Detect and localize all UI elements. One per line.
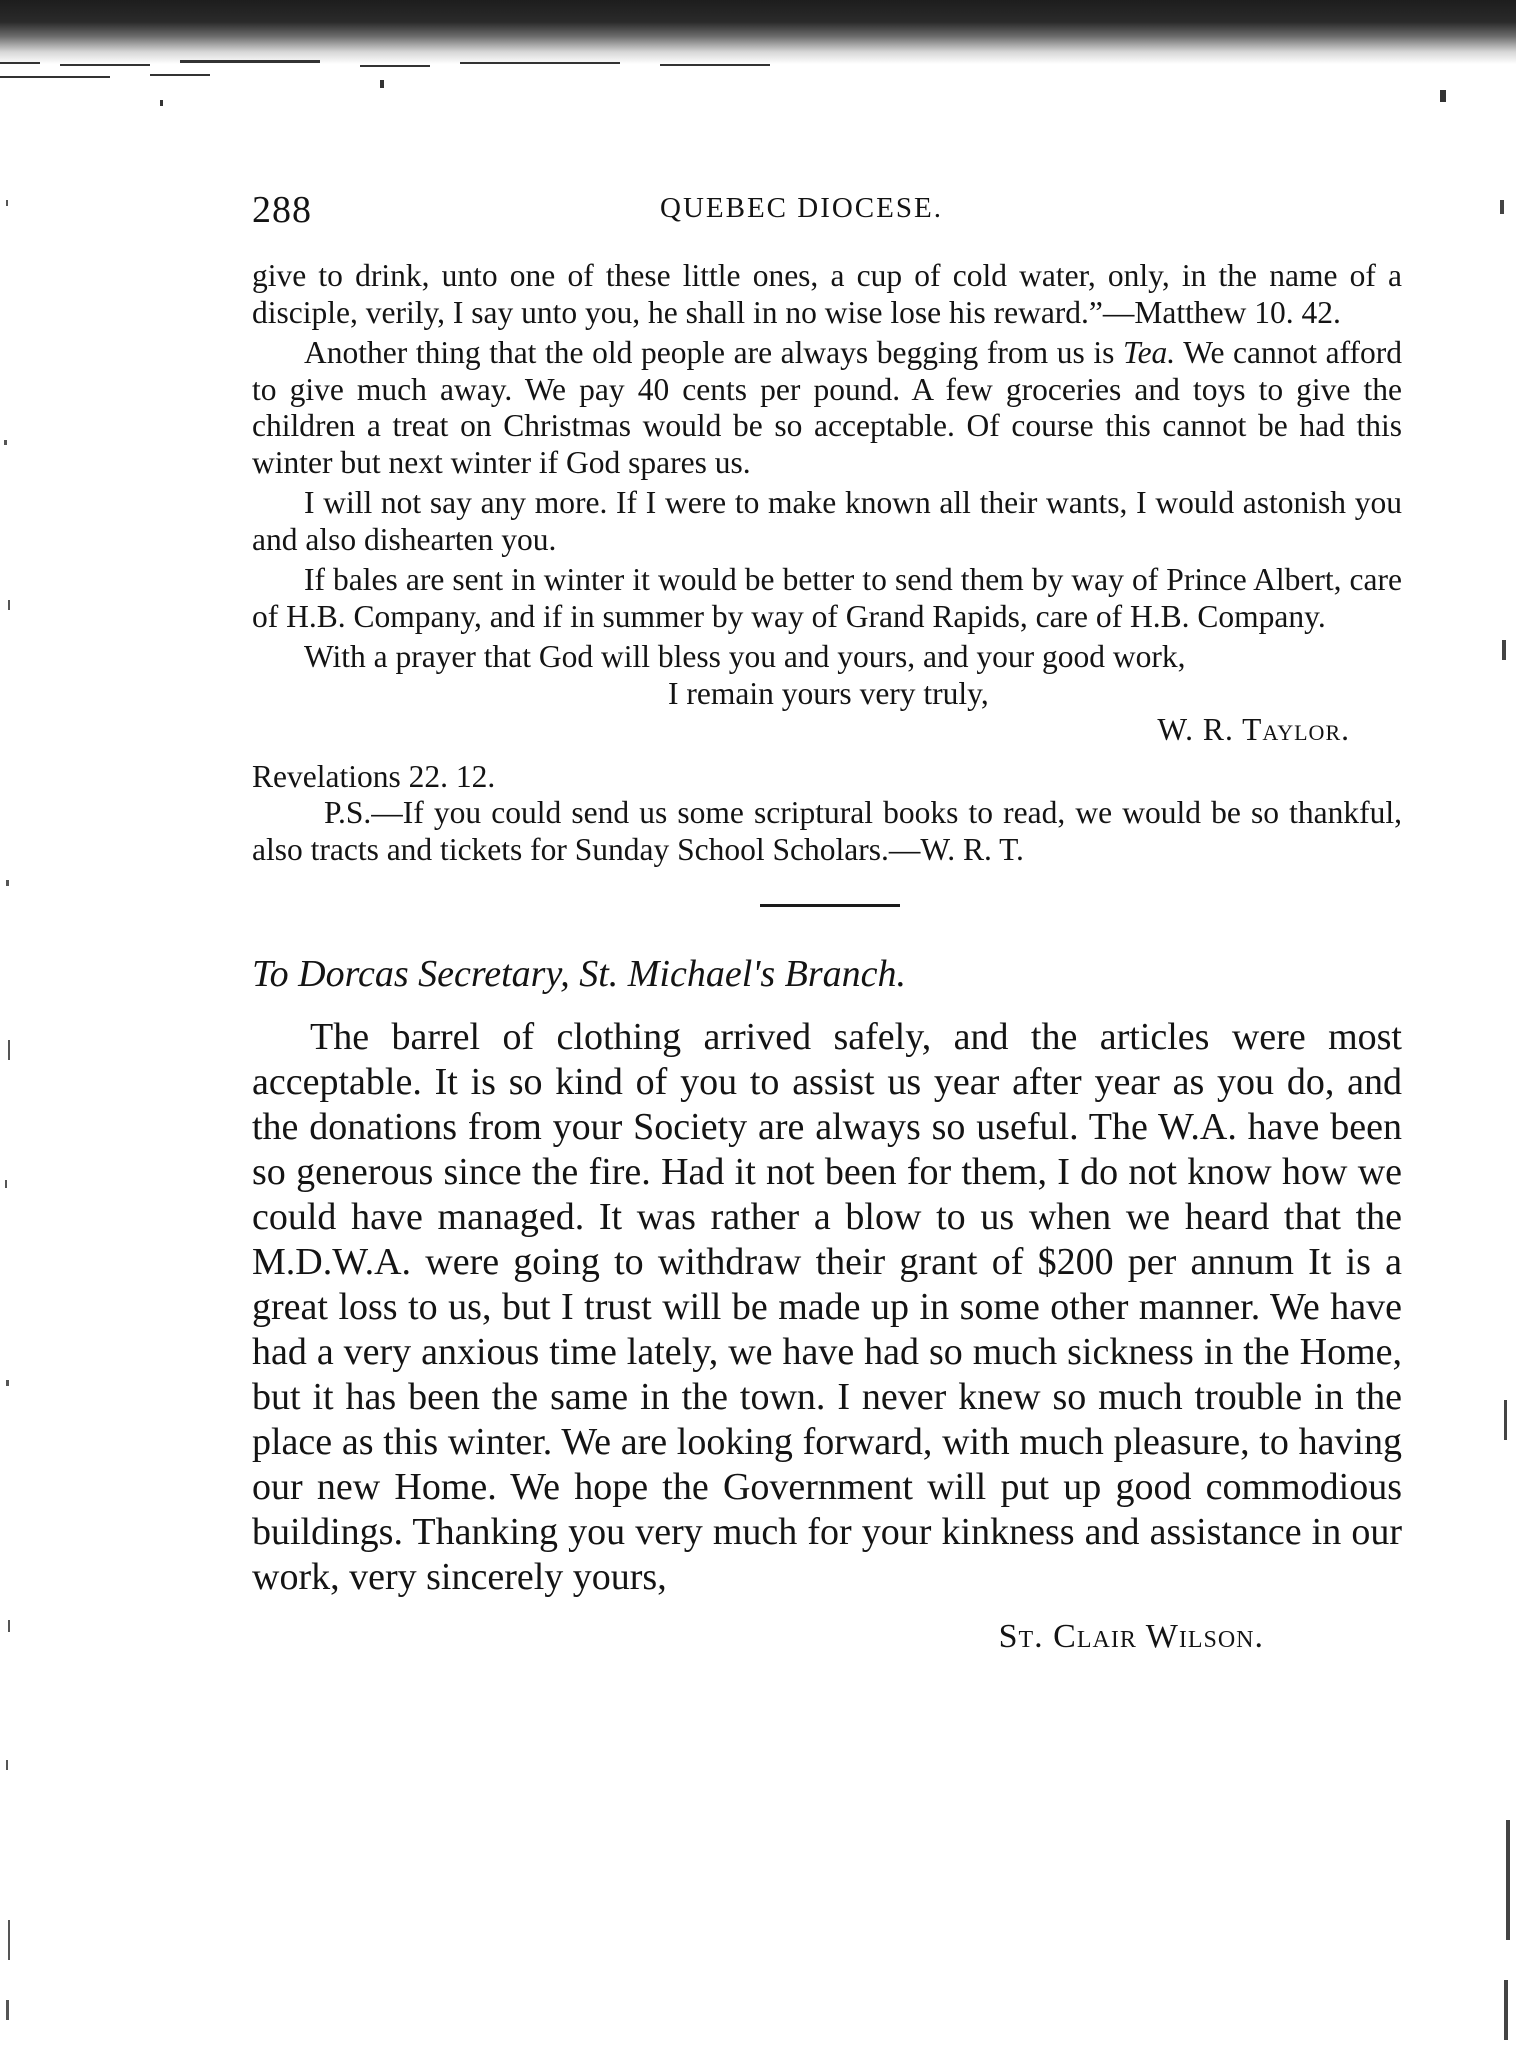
signature: St. Clair Wilson. xyxy=(998,1618,1264,1655)
letter-paragraph: I will not say any more. If I were to make known all their wants, I would astonish you and also dishearten you. xyxy=(252,485,1402,557)
page-number: 288 xyxy=(252,189,312,231)
paragraph-text: Another thing that the old people are always begging from us is xyxy=(304,335,1123,370)
closing-line: I remain yours very truly, xyxy=(668,675,989,711)
running-head xyxy=(252,180,1402,240)
left-margin-specks xyxy=(0,120,30,2060)
salutation: To Dorcas Secretary, St. Michael's Branch. xyxy=(252,953,907,995)
italic-word: Tea. xyxy=(1122,335,1176,370)
letter-paragraph: With a prayer that God will bless you and yours, and your good work, xyxy=(304,639,1186,674)
document-page xyxy=(252,180,1402,1658)
letter-paragraph: give to drink, unto one of these little ones, a cup of cold water, only, in the name of a disciple, verily, I say unto you, he shall in no wise lose his reward.”—Matthew 10. 42. xyxy=(252,258,1402,330)
letter-paragraph: If bales are sent in winter it would be better to send them by way of Prince Albert, care of H.B. Company, and if in summer by way of Grand Rapids, care of H.B. Company. xyxy=(252,562,1402,634)
letter-paragraph xyxy=(252,335,1402,481)
scan-edge-specks xyxy=(0,60,1516,110)
scan-edge-shadow xyxy=(0,0,1516,64)
postscript: P.S.—If you could send us some scriptural books to read, we would be so thankful, also tracts and tickets for Sunday School Scholars.—W. R. T. xyxy=(252,795,1402,867)
wilson-letter xyxy=(252,953,1402,1658)
signature: W. R. Taylor. xyxy=(1157,712,1350,747)
right-margin-specks xyxy=(1486,120,1516,2060)
scripture-reference: Revelations 22. 12. xyxy=(252,758,496,794)
section-divider xyxy=(760,904,900,907)
paragraph-text: We cannot afford to give much away. We pay 40 cents per pound. A few groceries and toys to give the children a treat on Christmas would be so acceptable. Of course this cannot be had this winter but next winter if God spares us. xyxy=(252,335,1402,480)
taylor-letter xyxy=(252,258,1402,868)
running-title: QUEBEC DIOCESE. xyxy=(660,192,943,224)
letter-body: The barrel of clothing arrived safely, and the articles were most acceptable. It is so kind of you to assist us year after year as you do, and the donations from your Society are always so useful. The W.A. have been so generous since the fire. Had it not been for them, I do not know how we could have managed. It was rather a blow to us when we heard that the M.D.W.A. were going to withdraw their grant of $200 per annum It is a great loss to us, but I trust will be made up in some other manner. We have had a very anxious time lately, we have had so much sickness in the Home, but it has been the same in the town. I never knew so much trouble in the place as this winter. We are looking forward, with much pleasure, to having our new Home. We hope the Government will put up good commodious buildings. Thanking you very much for your kinkness and assistance in our work, very sincerely yours, xyxy=(252,1016,1402,1598)
